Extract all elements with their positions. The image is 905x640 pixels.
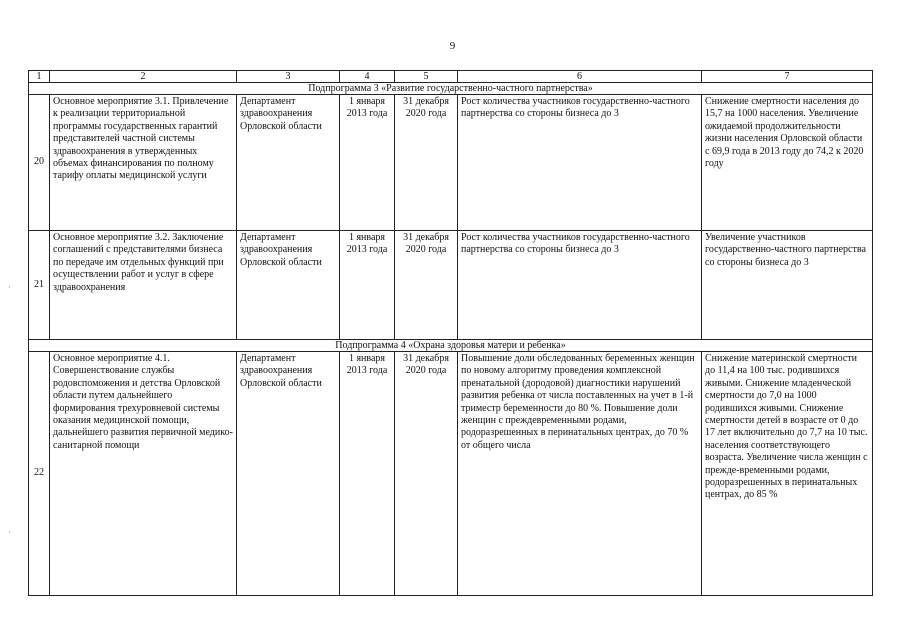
program-table	[28, 70, 873, 596]
column-header: 3	[237, 71, 340, 83]
page-number: 9	[449, 40, 456, 52]
row-number: 21	[29, 231, 50, 340]
column-header: 1	[29, 71, 50, 83]
subprogram-3-row	[29, 83, 873, 95]
subprogram-title: Подпрограмма 4 «Охрана здоровья матери и ребенка»	[29, 340, 873, 352]
start-date-cell: 1 января 2013 года	[340, 231, 395, 340]
start-date-cell: 1 января 2013 года	[340, 95, 395, 231]
table-row	[29, 352, 873, 596]
column-header: 7	[702, 71, 873, 83]
row-number: 20	[29, 95, 50, 231]
end-date-cell: 31 декабря 2020 года	[395, 352, 458, 596]
result-cell: Рост количества участников государственно-частного партнерства со стороны бизнеса до 3	[458, 231, 702, 340]
measure-cell: Основное мероприятие 4.1. Совершенствование службы родовспоможения и детства Орловской области путем дальнейшего формирования трехуровневой системы оказания медицинской помощи, дальнейшего развития первичной медико-санитарной помощи	[50, 352, 237, 596]
executor-cell: Департамент здравоохранения Орловской области	[237, 95, 340, 231]
row-number: 22	[29, 352, 50, 596]
column-header: 4	[340, 71, 395, 83]
table-row	[29, 231, 873, 340]
indicators-cell: Снижение материнской смертности до 11,4 на 100 тыс. родившихся живыми. Снижение младенческой смертности до 7,0 на 1000 родившихся живыми. Снижение смертности детей в возрасте от 0 до 17 лет включительно до 7,7 на 10 тыс. населения соответствующего возраста. Увеличение числа женщин с прежде-временными родами, родоразрешенных в перинатальных центрах, до 85 %	[702, 352, 873, 596]
executor-cell: Департамент здравоохранения Орловской области	[237, 352, 340, 596]
column-header: 5	[395, 71, 458, 83]
measure-cell: Основное мероприятие 3.1. Привлечение к реализации территориальной программы государственных гарантий представителей частной системы здравоохранения в утвержденных объемах финансирования по полному тарифу оплаты медицинской услуги	[50, 95, 237, 231]
end-date-cell: 31 декабря 2020 года	[395, 95, 458, 231]
end-date-cell: 31 декабря 2020 года	[395, 231, 458, 340]
result-cell: Повышение доли обследованных беременных женщин по новому алгоритму проведения комплексной пренатальной (дородовой) диагностики нарушений развития ребенка от числа поставленных на учет в 1-й триместр беременности до 80 %. Повышение доли женщин с преждевременными родами, родоразрешенных в перинатальных центрах, до 70 % от общего числа	[458, 352, 702, 596]
table-row	[29, 95, 873, 231]
margin-dot: ·	[8, 283, 11, 292]
indicators-cell: Снижение смертности населения до 15,7 на 1000 населения. Увеличение ожидаемой продолжительности жизни населения Орловской области с 69,9 года в 2013 году до 74,2 к 2020 году	[702, 95, 873, 231]
subprogram-4-row	[29, 340, 873, 352]
column-header: 2	[50, 71, 237, 83]
start-date-cell: 1 января 2013 года	[340, 352, 395, 596]
executor-cell: Департамент здравоохранения Орловской области	[237, 231, 340, 340]
column-header: 6	[458, 71, 702, 83]
result-cell: Рост количества участников государственно-частного партнерства со стороны бизнеса до 3	[458, 95, 702, 231]
margin-dot: ·	[8, 528, 11, 537]
measure-cell: Основное мероприятие 3.2. Заключение соглашений с представителями бизнеса по передаче им отдельных функций при осуществлении работ и услуг в сфере здравоохранения	[50, 231, 237, 340]
indicators-cell: Увеличение участников государственно-частного партнерства со стороны бизнеса до 3	[702, 231, 873, 340]
column-number-row	[29, 71, 873, 83]
subprogram-title: Подпрограмма 3 «Развитие государственно-частного партнерства»	[29, 83, 873, 95]
